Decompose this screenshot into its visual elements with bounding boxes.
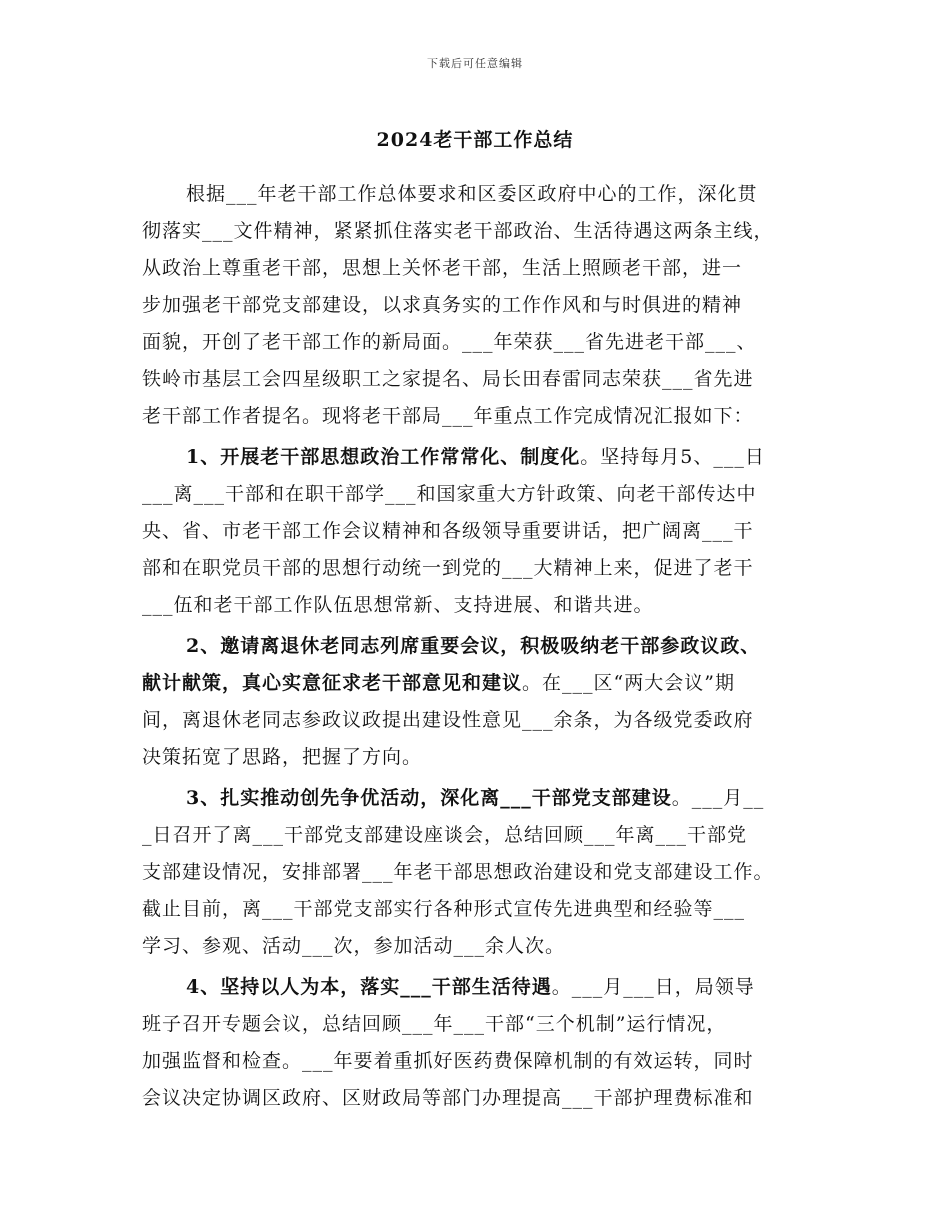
section-heading: 献计献策，真心实意征求老干部意见和建议 [142, 672, 523, 694]
body-line [142, 665, 832, 702]
body-line [142, 476, 832, 513]
body-text: _日召开了离___干部党支部建设座谈会，总结回顾___年离___干部党 [142, 824, 748, 846]
body-text: ___伍和老干部工作队伍思想常新、支持进展、和谐共进。 [142, 594, 654, 616]
section-heading: 4、坚持以人为本，落实___干部生活待遇 [186, 976, 552, 998]
body-line [142, 969, 832, 1006]
body-text: 彻落实___文件精神，紧紧抓住落实老干部政治、生活待遇这两条主线， [142, 220, 774, 242]
body-text: 。___月___日，局领导 [551, 976, 755, 998]
body-line [142, 287, 832, 324]
body-line [142, 587, 832, 624]
body-line [142, 817, 832, 854]
document-body [142, 176, 832, 1117]
body-text: 会议决定协调区政府、区财政局等部门办理提高___干部护理费标准和 [142, 1087, 754, 1109]
section-heading: 3、扎实推动创先争优活动，深化离___干部党支部建设 [186, 787, 672, 809]
body-line [142, 891, 832, 928]
body-text: 。在___区“两大会议”期 [522, 672, 735, 694]
body-text: 。___月__ [671, 787, 765, 809]
body-line [142, 628, 832, 665]
body-line [142, 780, 832, 817]
body-text: 步加强老干部党支部建设，以求真务实的工作作风和与时俱进的精神 [142, 294, 743, 316]
body-text: 从政治上尊重老干部，思想上关怀老干部，生活上照顾老干部，进一 [142, 257, 743, 279]
body-text: 支部建设情况，安排部署___年老干部思想政治建设和党支部建设工作。 [142, 861, 774, 883]
body-line [142, 361, 832, 398]
body-line [142, 1080, 832, 1117]
body-text: 。坚持每月5、___日 [580, 446, 765, 468]
body-text: 老干部工作者提名。现将老干部局___年重点工作完成情况汇报如下： [142, 405, 754, 427]
body-line [142, 439, 832, 476]
body-line [142, 739, 832, 776]
body-text: 铁岭市基层工会四星级职工之家提名、局长田春雷同志荣获___省先进 [142, 368, 754, 390]
body-text: ___离___干部和在职干部学___和国家重大方针政策、向老干部传达中 [142, 483, 757, 505]
document-title: 2024老干部工作总结 [376, 129, 574, 151]
section-heading: 2、邀请离退休老同志列席重要会议，积极吸纳老干部参政议政、 [186, 635, 761, 657]
body-text: 截止目前，离___干部党支部实行各种形式宣传先进典型和经验等___ [142, 898, 746, 920]
body-text: 加强监督和检查。___年要着重抓好医药费保障机制的有效运转，同时 [142, 1050, 754, 1072]
body-line [142, 398, 832, 435]
body-line [142, 250, 832, 287]
header-note: 下载后可任意编辑 [427, 57, 523, 70]
body-text: 班子召开专题会议，总结回顾___年___干部“三个机制”运行情况， [142, 1013, 727, 1035]
body-text: 间，离退休老同志参政议政提出建设性意见___余条，为各级党委政府 [142, 709, 754, 731]
body-text: 根据___年老干部工作总体要求和区委区政府中心的工作，深化贯 [186, 183, 758, 205]
body-line [142, 550, 832, 587]
body-line [142, 1043, 832, 1080]
body-text: 部和在职党员干部的思想行动统一到党的___大精神上来，促进了老干 [142, 557, 754, 579]
body-text: 面貌，开创了老干部工作的新局面。___年荣获___省先进老干部___、 [142, 331, 757, 353]
body-line [142, 854, 832, 891]
body-text: 学习、参观、活动___次，参加活动___余人次。 [142, 935, 566, 957]
body-line [142, 513, 832, 550]
body-line [142, 702, 832, 739]
body-line [142, 213, 832, 250]
body-line [142, 928, 832, 965]
body-text: 央、省、市老干部工作会议精神和各级领导重要讲话，把广阔离___干 [142, 520, 754, 542]
section-heading: 1、开展老干部思想政治工作常常化、制度化 [186, 446, 581, 468]
body-line [142, 176, 832, 213]
body-line [142, 324, 832, 361]
body-line [142, 1006, 832, 1043]
body-text: 决策拓宽了思路，把握了方向。 [142, 746, 423, 768]
